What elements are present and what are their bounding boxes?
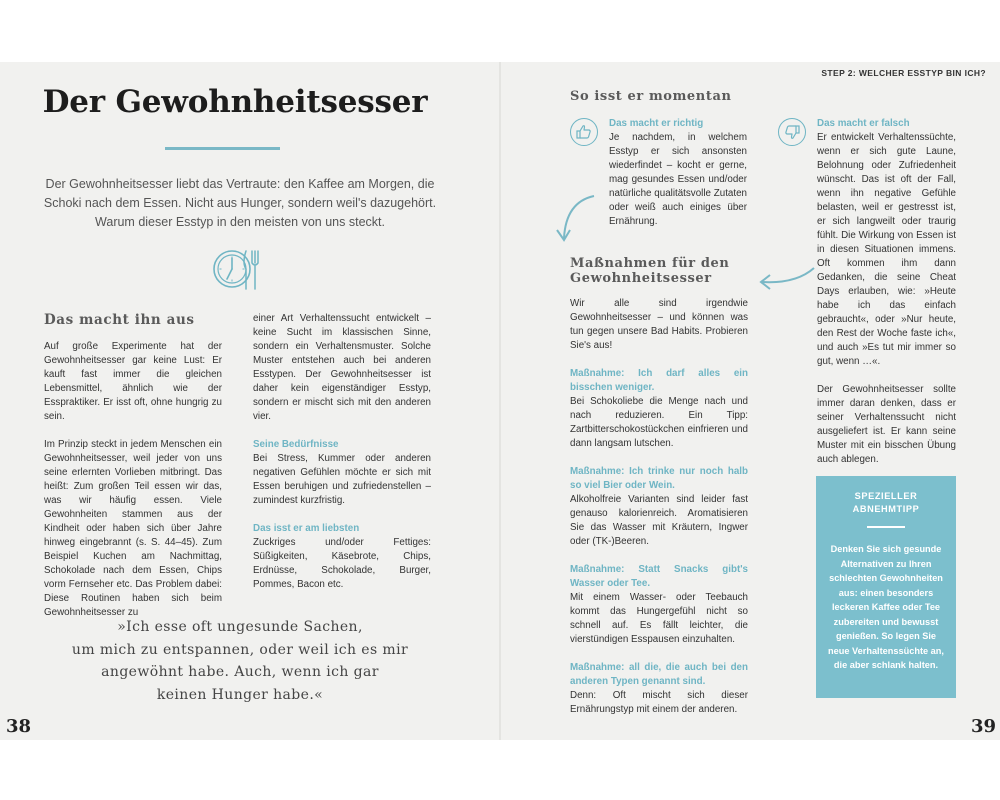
running-header: STEP 2: WELCHER ESSTYP BIN ICH? [821, 68, 986, 78]
does-right-block [609, 117, 747, 243]
measure-text: Mit einem Wasser- oder Teebauch kommt das Hungergefühl nicht so schnell auf. Es fällt leichter, die vierstündigen Esspausen einzuhalten. [570, 592, 748, 645]
page-number-left: 38 [6, 716, 32, 737]
measures-heading-line: Maßnahmen für den [570, 256, 730, 271]
page-number-right: 39 [970, 716, 996, 737]
section-heading-character: Das macht ihn aus [44, 312, 195, 328]
quote-line: um mich zu entspannen, oder weil ich es mir [71, 641, 409, 658]
section-heading-current: So isst er momentan [570, 89, 732, 104]
curved-arrow-icon [552, 190, 598, 246]
measure-heading: Maßnahme: all die, die auch bei den anderen Typen genannt sind. [570, 662, 748, 687]
measures-intro: Wir alle sind irgendwie Gewohnheitsesser – und können was tun gegen unsere Bad Habits. Probieren Sie's aus! [570, 298, 748, 351]
paragraph: Auf große Experimente hat der Gewohnheitsesser gar keine Lust: Er kauft fast immer die gleichen Lebensmittel, ähnlich wie der Esspraktiker. Er isst oft, ohne hungrig zu sein. [44, 341, 222, 422]
thumbs-up-icon [570, 118, 598, 146]
page-title: Der Gewohnheitsesser [42, 84, 428, 120]
thumbs-down-icon [778, 118, 806, 146]
tip-title-line: ABNEHMTIPP [852, 504, 920, 514]
does-right-text: Je nachdem, in welchem Esstyp er sich ansonsten wiederfindet – kocht er gerne, mag gesundes Essen und/oder natürliche qualitätsvolle Zutaten oder weiß auch einiges über Ernährung. [609, 132, 747, 227]
pull-quote [40, 616, 440, 706]
special-tip-box [816, 476, 956, 698]
does-wrong-block [817, 117, 956, 481]
needs-heading: Seine Bedürfnisse [253, 439, 339, 450]
quote-line: angewöhnt habe. Auch, wenn ich gar [101, 664, 379, 680]
tip-title-line: SPEZIELLER [854, 491, 918, 501]
tip-divider [867, 526, 905, 528]
measures-heading-line: Gewohnheitsesser [570, 271, 712, 286]
measure-heading: Maßnahme: Ich trinke nur noch halb so viel Bier oder Wein. [570, 466, 748, 491]
measures-heading [570, 256, 729, 286]
tip-text: Denken Sie sich gesunde Alternativen zu Ihren schlechten Gewohnheiten aus: einen besonders leckeren Kaffee oder Tee zubereiten und bewusst genießen. So legen Sie neue Verhaltenssüchte an, die aber schlank halten. [828, 544, 944, 670]
measure-text: Alkoholfreie Varianten sind leider fast genauso kalorienreich. Aromatisieren Sie das Wasser mit Kräutern, Ingwer oder (TK-)Beeren. [570, 494, 748, 547]
left-column-2 [253, 312, 431, 606]
does-wrong-text-2: Der Gewohnheitsesser sollte immer daran denken, dass er seiner Verhaltenssucht nicht ausgeliefert ist. Er kann seine Muster mit ein bisschen Übung auch ablegen. [817, 384, 956, 465]
does-wrong-heading: Das macht er falsch [817, 118, 910, 129]
measures-column [570, 297, 748, 731]
measure-text: Bei Schokoliebe die Menge nach und nach reduzieren. Ein Tipp: Zartbitterschokostückchen einfrieren und dann langsam lutschen. [570, 396, 748, 449]
likes-heading: Das isst er am liebsten [253, 523, 360, 534]
title-divider [165, 147, 280, 150]
intro-text: Der Gewohnheitsesser liebt das Vertraute: den Kaffee am Morgen, die Schoki nach dem Essen. Nicht aus Hunger, sondern weil's dazugehört. Warum dieser Esstyp in den meisten von uns steckt. [43, 177, 437, 229]
measure-text: Denn: Oft mischt sich dieser Ernährungstyp mit einem der anderen. [570, 690, 748, 715]
needs-text: Bei Stress, Kummer oder anderen negativen Gefühlen möchte er sich mit Essen beruhigen und zufriedenstellen – zumindest kurzfristig. [253, 453, 431, 506]
measure-heading: Maßnahme: Statt Snacks gibt's Wasser oder Tee. [570, 564, 748, 589]
curved-arrow-icon [756, 262, 818, 292]
left-column-1 [44, 340, 222, 634]
clock-fork-knife-icon [210, 243, 264, 300]
likes-text: Zuckriges und/oder Fettiges: Süßigkeiten, Käsebrote, Chips, Erdnüsse, Schokolade, Burger, Pommes, Bacon etc. [253, 537, 431, 590]
does-wrong-text: Er entwickelt Verhaltenssüchte, wenn er sich gute Laune, Belohnung oder Zufriedenheit wünscht. Das ist oft der Fall, wenn ihn negative Gefühle belasten, weil er gestresst ist, er sich langweilt oder traurig fühlt. Die Wirkung von Essen ist in diesen Situationen immens. Oft kommen ihm dann Gedanken, die seine Cheat Days erlauben, wie: »Heute habe ich das einfach gebraucht«, oder »Nur heute, den Rest der Woche faste ich«, und auch »Es tut mir immer so gut, wenn …«. [817, 132, 956, 367]
paragraph: Im Prinzip steckt in jedem Menschen ein Gewohnheitsesser, weil jeder von uns seine erlernten Vorlieben mitbringt. Das heißt: Zum großen Teil essen wir das, was wir häufig essen. Viele Gewohnheiten stammen aus der Kindheit oder haben sich über Jahre hinweg eingebrannt (s. S. 44–45). Zum Beispiel Kuchen am Nachmittag, Schokolade nach dem Essen, Chips vorm Fernseher etc. Das Problem dabei: Diese Routinen haben sich beim Gewohnheitsesser zu [44, 439, 222, 618]
does-right-heading: Das macht er richtig [609, 118, 704, 129]
quote-line: keinen Hunger habe.« [156, 686, 324, 703]
measure-heading: Maßnahme: Ich darf alles ein bisschen weniger. [570, 368, 748, 393]
page-gutter [499, 62, 501, 740]
paragraph: einer Art Verhaltenssucht entwickelt – keine Sucht im klassischen Sinne, sondern ein Verhaltensmuster. Solche Muster entstehen auch bei anderen Esstypen. Der Gewohnheitsesser ist daher kein eigenständiger Esstyp, sondern er mischt sich mit den anderen vier. [253, 313, 431, 422]
tip-title [816, 490, 956, 516]
quote-line: »Ich esse oft ungesunde Sachen, [117, 619, 363, 635]
